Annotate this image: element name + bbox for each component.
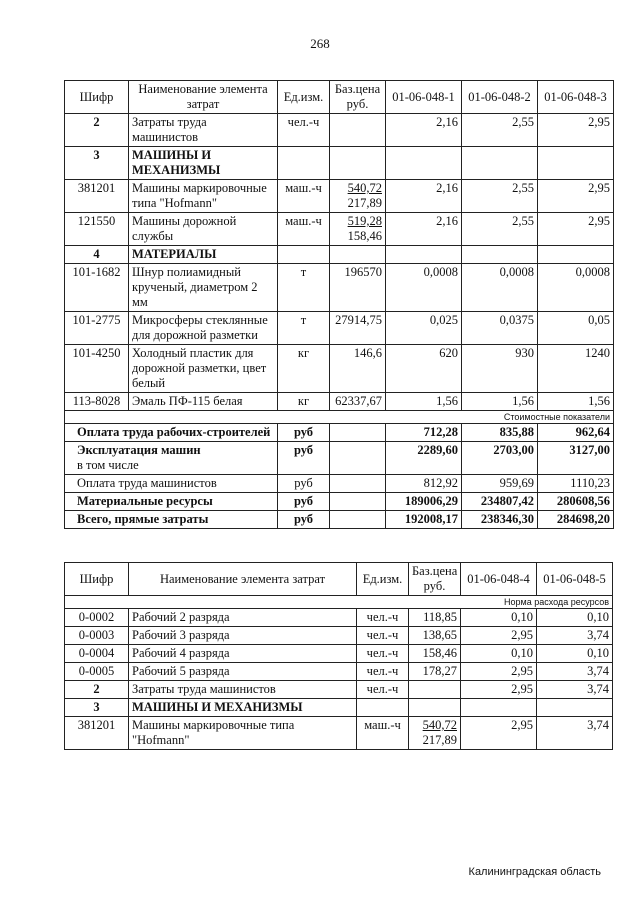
row-unit: чел.-ч — [357, 681, 409, 699]
row-value-col1: 0,025 — [386, 312, 462, 345]
summary-empty — [330, 511, 386, 529]
price-cell — [330, 180, 386, 213]
price-cell — [330, 147, 386, 180]
base-price-machinist: 158,46 — [347, 229, 382, 243]
row-value-col1: 2,16 — [386, 213, 462, 246]
table-row — [65, 663, 613, 681]
summary-name — [65, 511, 278, 529]
summary-row — [65, 424, 614, 442]
base-price: 178,27 — [422, 664, 457, 678]
row-code: 2 — [65, 681, 129, 699]
price-cell — [330, 246, 386, 264]
header-name: Наименование элемента затрат — [129, 81, 278, 114]
summary-label: Оплата труда машинистов — [77, 476, 217, 490]
row-value-col4: 0,10 — [461, 645, 537, 663]
summary-empty — [330, 442, 386, 475]
row-value-col1 — [386, 246, 462, 264]
row-value-col2: 2,55 — [462, 213, 538, 246]
row-value-col5: 0,10 — [537, 645, 613, 663]
base-price-machinist: 217,89 — [347, 196, 382, 210]
row-value-col3: 1,56 — [538, 393, 614, 411]
summary-value-col2: 959,69 — [462, 475, 538, 493]
row-value-col2: 0,0008 — [462, 264, 538, 312]
row-name: Затраты труда машинистов — [129, 681, 357, 699]
summary-label: Всего, прямые затраты — [77, 512, 209, 526]
summary-empty — [330, 493, 386, 511]
summary-value-col1: 192008,17 — [386, 511, 462, 529]
summary-label: Оплата труда рабочих-строителей — [77, 425, 271, 439]
row-unit: чел.-ч — [357, 645, 409, 663]
row-value-col4: 2,95 — [461, 627, 537, 645]
section-note: Стоимостные показатели — [65, 411, 614, 424]
row-unit: кг — [278, 345, 330, 393]
row-value-col1: 620 — [386, 345, 462, 393]
summary-value-col2: 234807,42 — [462, 493, 538, 511]
summary-unit: руб — [278, 511, 330, 529]
row-unit: т — [278, 264, 330, 312]
summary-value-col2: 2703,00 — [462, 442, 538, 475]
base-price: 519,28 — [347, 214, 382, 228]
row-unit: чел.-ч — [357, 627, 409, 645]
table-row — [65, 180, 614, 213]
summary-label: Эксплуатация машин — [77, 443, 201, 457]
summary-name — [65, 442, 278, 475]
table-row — [65, 246, 614, 264]
base-price: 146,6 — [353, 346, 382, 360]
table-row — [65, 345, 614, 393]
summary-row — [65, 475, 614, 493]
header-unit: Ед.изм. — [278, 81, 330, 114]
row-name: Машины маркировочные типа "Hofmann" — [129, 717, 357, 750]
table-row — [65, 717, 613, 750]
summary-name — [65, 424, 278, 442]
row-name: Рабочий 3 разряда — [129, 627, 357, 645]
row-value-col2: 1,56 — [462, 393, 538, 411]
row-name: Микросферы стеклянные для дорожной разметки — [129, 312, 278, 345]
row-unit: т — [278, 312, 330, 345]
row-value-col1 — [386, 147, 462, 180]
row-value-col1: 0,0008 — [386, 264, 462, 312]
base-price: 27914,75 — [335, 313, 382, 327]
table-row — [65, 213, 614, 246]
row-name: Затраты труда машинистов — [129, 114, 278, 147]
header-unit: Ед.изм. — [357, 563, 409, 596]
price-cell — [409, 645, 461, 663]
row-code: 0-0003 — [65, 627, 129, 645]
header-col4: 01-06-048-4 — [461, 563, 537, 596]
summary-sublabel: в том числе — [77, 458, 139, 472]
header-price: Баз.цена руб. — [330, 81, 386, 114]
price-cell — [409, 717, 461, 750]
row-code: 0-0002 — [65, 609, 129, 627]
header-col2: 01-06-048-2 — [462, 81, 538, 114]
row-value-col2: 2,55 — [462, 114, 538, 147]
row-name: Рабочий 2 разряда — [129, 609, 357, 627]
base-price: 158,46 — [422, 646, 457, 660]
row-unit: маш.-ч — [278, 213, 330, 246]
row-value-col5: 3,74 — [537, 681, 613, 699]
row-value-col4: 2,95 — [461, 663, 537, 681]
summary-unit: руб — [278, 424, 330, 442]
row-name: Шнур полиамидный крученый, диаметром 2 мм — [129, 264, 278, 312]
summary-row — [65, 511, 614, 529]
row-code: 101-2775 — [65, 312, 129, 345]
section-note: Норма расхода ресурсов — [65, 596, 613, 609]
row-unit: маш.-ч — [278, 180, 330, 213]
header-col1: 01-06-048-1 — [386, 81, 462, 114]
row-unit — [357, 699, 409, 717]
row-name: Рабочий 4 разряда — [129, 645, 357, 663]
price-cell — [330, 114, 386, 147]
row-unit: чел.-ч — [357, 609, 409, 627]
row-value-col4 — [461, 699, 537, 717]
row-value-col1: 2,16 — [386, 180, 462, 213]
row-unit — [278, 246, 330, 264]
summary-unit: руб — [278, 475, 330, 493]
row-name: Холодный пластик для дорожной разметки, цвет белый — [129, 345, 278, 393]
row-name: Рабочий 5 разряда — [129, 663, 357, 681]
summary-value-col3: 280608,56 — [538, 493, 614, 511]
section-note-row — [65, 411, 614, 424]
price-cell — [330, 213, 386, 246]
summary-value-col2: 238346,30 — [462, 511, 538, 529]
summary-value-col2: 835,88 — [462, 424, 538, 442]
row-unit: чел.-ч — [357, 663, 409, 681]
header-name: Наименование элемента затрат — [129, 563, 357, 596]
price-cell — [330, 312, 386, 345]
row-name: Эмаль ПФ-115 белая — [129, 393, 278, 411]
row-name: МАТЕРИАЛЫ — [129, 246, 278, 264]
summary-row — [65, 493, 614, 511]
table-row — [65, 627, 613, 645]
cost-table-2 — [64, 562, 613, 750]
summary-value-col3: 1110,23 — [538, 475, 614, 493]
row-code: 121550 — [65, 213, 129, 246]
row-value-col2 — [462, 246, 538, 264]
summary-label: Материальные ресурсы — [77, 494, 213, 508]
row-unit — [278, 147, 330, 180]
header-col5: 01-06-048-5 — [537, 563, 613, 596]
row-code: 113-8028 — [65, 393, 129, 411]
row-value-col4: 0,10 — [461, 609, 537, 627]
row-unit: маш.-ч — [357, 717, 409, 750]
price-cell — [409, 699, 461, 717]
price-cell — [409, 627, 461, 645]
summary-value-col1: 712,28 — [386, 424, 462, 442]
row-value-col3: 1240 — [538, 345, 614, 393]
base-price: 540,72 — [347, 181, 382, 195]
table-row — [65, 699, 613, 717]
price-cell — [330, 345, 386, 393]
row-value-col1: 1,56 — [386, 393, 462, 411]
row-code: 101-1682 — [65, 264, 129, 312]
header-code: Шифр — [65, 563, 129, 596]
row-code: 0-0004 — [65, 645, 129, 663]
summary-value-col3: 3127,00 — [538, 442, 614, 475]
row-name: Машины маркировочные типа "Hofmann" — [129, 180, 278, 213]
row-value-col3: 0,05 — [538, 312, 614, 345]
base-price: 196570 — [344, 265, 382, 279]
row-value-col3: 2,95 — [538, 213, 614, 246]
summary-name — [65, 493, 278, 511]
row-code: 101-4250 — [65, 345, 129, 393]
table-row — [65, 609, 613, 627]
summary-value-col1: 812,92 — [386, 475, 462, 493]
table-row — [65, 114, 614, 147]
table-row — [65, 681, 613, 699]
table-header-row — [65, 563, 613, 596]
footer-region: Калининградская область — [468, 866, 601, 878]
summary-empty — [330, 424, 386, 442]
summary-value-col1: 189006,29 — [386, 493, 462, 511]
price-cell — [409, 681, 461, 699]
row-unit: чел.-ч — [278, 114, 330, 147]
row-value-col2: 930 — [462, 345, 538, 393]
table-row — [65, 393, 614, 411]
row-value-col5: 3,74 — [537, 627, 613, 645]
base-price: 62337,67 — [335, 394, 382, 408]
row-value-col2 — [462, 147, 538, 180]
row-value-col2: 2,55 — [462, 180, 538, 213]
base-price: 540,72 — [422, 718, 457, 732]
price-cell — [409, 663, 461, 681]
row-code: 381201 — [65, 717, 129, 750]
summary-row — [65, 442, 614, 475]
row-name: МАШИНЫ И МЕХАНИЗМЫ — [129, 147, 278, 180]
summary-value-col3: 284698,20 — [538, 511, 614, 529]
price-cell — [330, 264, 386, 312]
row-code: 4 — [65, 246, 129, 264]
price-cell — [330, 393, 386, 411]
row-code: 2 — [65, 114, 129, 147]
row-value-col2: 0,0375 — [462, 312, 538, 345]
row-code: 3 — [65, 699, 129, 717]
summary-unit: руб — [278, 442, 330, 475]
table-row — [65, 147, 614, 180]
row-value-col3 — [538, 147, 614, 180]
summary-unit: руб — [278, 493, 330, 511]
row-code: 0-0005 — [65, 663, 129, 681]
row-code: 381201 — [65, 180, 129, 213]
row-value-col4: 2,95 — [461, 717, 537, 750]
table-row — [65, 264, 614, 312]
price-cell — [409, 609, 461, 627]
page-number: 268 — [310, 36, 330, 51]
header-col3: 01-06-048-3 — [538, 81, 614, 114]
cost-table-1 — [64, 80, 614, 529]
row-value-col3 — [538, 246, 614, 264]
row-name: МАШИНЫ И МЕХАНИЗМЫ — [129, 699, 357, 717]
row-value-col5 — [537, 699, 613, 717]
row-code: 3 — [65, 147, 129, 180]
row-value-col1: 2,16 — [386, 114, 462, 147]
section-note-row — [65, 596, 613, 609]
row-name: Машины дорожной службы — [129, 213, 278, 246]
summary-empty — [330, 475, 386, 493]
row-value-col4: 2,95 — [461, 681, 537, 699]
row-value-col5: 3,74 — [537, 663, 613, 681]
table-row — [65, 645, 613, 663]
base-price: 138,65 — [422, 628, 457, 642]
summary-value-col1: 2289,60 — [386, 442, 462, 475]
header-code: Шифр — [65, 81, 129, 114]
row-value-col5: 0,10 — [537, 609, 613, 627]
base-price-machinist: 217,89 — [422, 733, 457, 747]
table-row — [65, 312, 614, 345]
row-value-col5: 3,74 — [537, 717, 613, 750]
row-value-col3: 0,0008 — [538, 264, 614, 312]
row-unit: кг — [278, 393, 330, 411]
summary-name — [65, 475, 278, 493]
summary-value-col3: 962,64 — [538, 424, 614, 442]
base-price: 118,85 — [423, 610, 457, 624]
table-header-row — [65, 81, 614, 114]
row-value-col3: 2,95 — [538, 180, 614, 213]
header-price: Баз.цена руб. — [409, 563, 461, 596]
row-value-col3: 2,95 — [538, 114, 614, 147]
